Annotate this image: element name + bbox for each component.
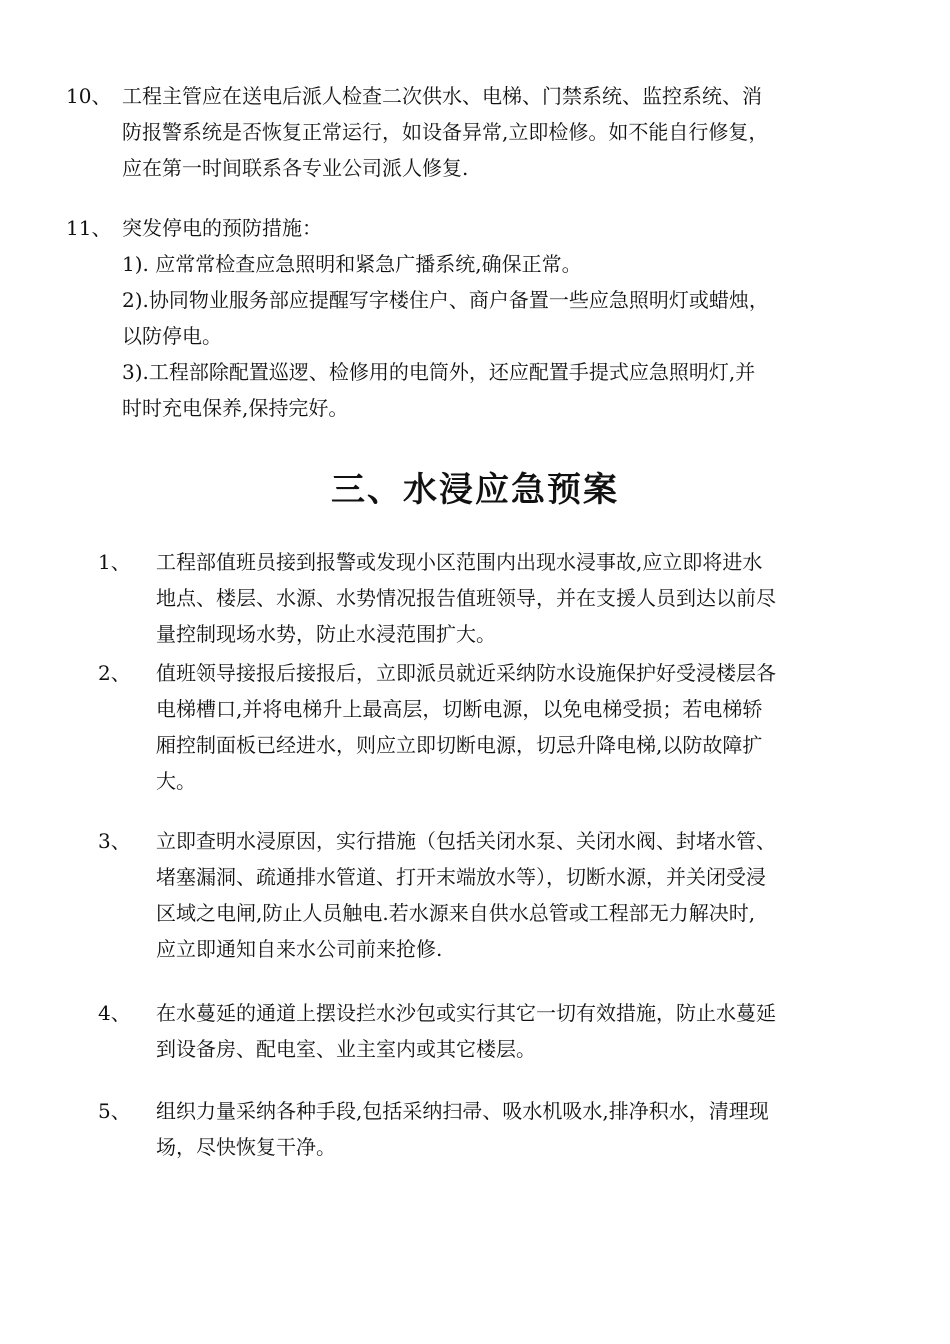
- item-number: 3、: [98, 829, 131, 853]
- text-line: 大。: [156, 769, 196, 793]
- text-line: 防报警系统是否恢复正常运行，如设备异常,立即检修。如不能自行修复，: [122, 120, 769, 144]
- sub-item-2-cont: 以防停电。: [122, 324, 222, 348]
- list-item-10: [66, 78, 866, 186]
- sub-item-3: 3).工程部除配置巡逻、检修用的电筒外，还应配置手提式应急照明灯,并: [122, 360, 756, 384]
- text-line: 量控制现场水势，防止水浸范围扩大。: [156, 622, 496, 646]
- text-line: 场，尽快恢复干净。: [156, 1135, 336, 1159]
- section-heading: 三、水浸应急预案: [331, 470, 619, 510]
- list-item-11: [66, 210, 866, 430]
- text-line: 在水蔓延的通道上摆设拦水沙包或实行其它一切有效措施，防止水蔓延: [156, 1001, 776, 1025]
- list-item-4: [98, 995, 878, 1067]
- text-line: 应立即通知自来水公司前来抢修.: [156, 937, 443, 961]
- text-line: 地点、楼层、水源、水势情况报告值班领导，并在支援人员到达以前尽: [156, 586, 776, 610]
- text-line: 到设备房、配电室、业主室内或其它楼层。: [156, 1037, 536, 1061]
- list-item-2: [98, 655, 878, 799]
- item-number: 10、: [66, 84, 112, 108]
- sub-item-1: 1). 应常常检查应急照明和紧急广播系统,确保正常。: [122, 252, 582, 276]
- text-line: 区域之电闸,防止人员触电.若水源来自供水总管或工程部无力解决时,: [156, 901, 756, 925]
- item-text: [122, 210, 862, 426]
- item-number: 2、: [98, 661, 131, 685]
- list-item-1: [98, 544, 878, 652]
- item-number: 5、: [98, 1099, 131, 1123]
- item-number: 1、: [98, 550, 131, 574]
- item-number: 11、: [66, 216, 112, 240]
- item-number: 4、: [98, 1001, 131, 1025]
- item-text: [156, 823, 878, 967]
- item-text: [156, 1093, 878, 1165]
- text-line: 应在第一时间联系各专业公司派人修复.: [122, 156, 469, 180]
- sub-item-3-cont: 时时充电保养,保持完好。: [122, 396, 349, 420]
- text-line: 工程部值班员接到报警或发现小区范围内出现水浸事故,应立即将进水: [156, 550, 763, 574]
- list-item-5: [98, 1093, 878, 1165]
- text-line: 组织力量采纳各种手段,包括采纳扫帚、吸水机吸水,排净积水，清理现: [156, 1099, 769, 1123]
- item-text: [156, 544, 878, 652]
- text-line: 立即查明水浸原因，实行措施（包括关闭水泵、关闭水阀、封堵水管、: [156, 829, 776, 853]
- text-line: 值班领导接报后接报后，立即派员就近采纳防水设施保护好受浸楼层各: [156, 661, 776, 685]
- text-line: 电梯槽口,并将电梯升上最高层，切断电源，以免电梯受损；若电梯轿: [156, 697, 763, 721]
- item-lead: 突发停电的预防措施：: [122, 216, 322, 240]
- item-text: [156, 655, 878, 799]
- item-text: [156, 995, 878, 1067]
- list-item-3: [98, 823, 878, 967]
- text-line: 厢控制面板已经进水，则应立即切断电源，切忌升降电梯,以防故障扩: [156, 733, 763, 757]
- item-text: [122, 78, 862, 186]
- text-line: 工程主管应在送电后派人检查二次供水、电梯、门禁系统、监控系统、消: [122, 84, 762, 108]
- text-line: 堵塞漏洞、疏通排水管道、打开末端放水等），切断水源，并关闭受浸: [156, 865, 766, 889]
- sub-item-2: 2).协同物业服务部应提醒写字楼住户、商户备置一些应急照明灯或蜡烛，: [122, 288, 769, 312]
